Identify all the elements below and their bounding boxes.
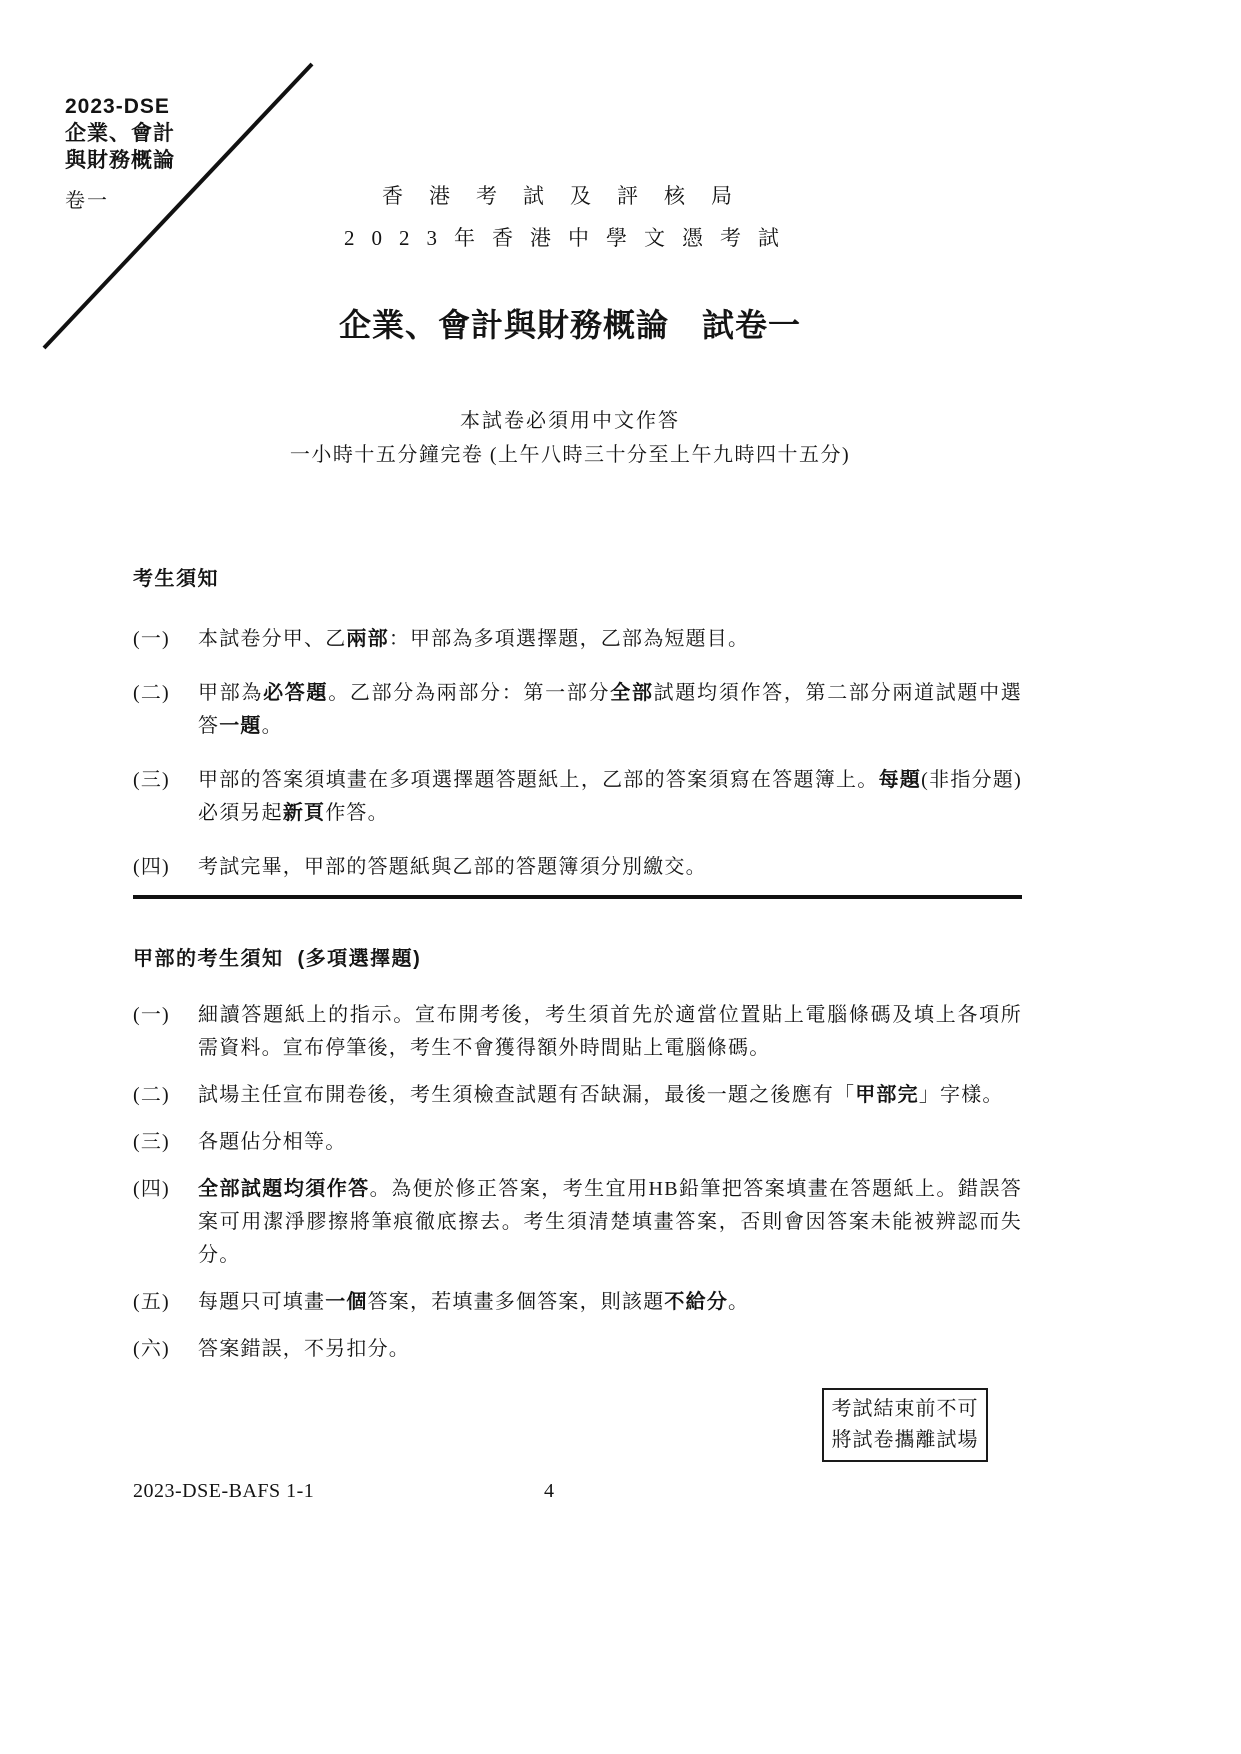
notice-item <box>133 999 1022 1065</box>
notice-item <box>133 1079 1022 1112</box>
notice-item-number: (六) <box>133 1338 170 1360</box>
mc-heading-main: 甲部的考生須知 <box>133 948 284 970</box>
general-instructions-list <box>133 623 1022 884</box>
notice-item-text: 本試卷分甲、乙兩部：甲部為多項選擇題，乙部為短題目。 <box>198 628 750 650</box>
notice-item <box>133 677 1022 743</box>
paper-title: 企業、會計與財務概論 試卷一 <box>338 307 801 343</box>
mc-instructions-section <box>133 945 1022 1366</box>
mc-instructions-heading <box>133 945 1022 973</box>
mc-instructions-list <box>133 999 1022 1366</box>
notice-item <box>133 1333 1022 1366</box>
notice-item <box>133 1126 1022 1159</box>
notice-item-text: 考試完畢，甲部的答題紙與乙部的答題簿須分別繳交。 <box>198 856 707 878</box>
paper-code: 2023-DSE-BAFS 1-1 <box>133 1480 315 1502</box>
notice-item <box>133 1173 1022 1272</box>
notice-item-number: (五) <box>133 1291 170 1313</box>
notice-item-text: 甲部的答案須填畫在多項選擇題答題紙上，乙部的答案須寫在答題簿上。每題(非指分題)必須另起新頁作答。 <box>198 769 1023 824</box>
notice-item-number: (一) <box>133 628 170 650</box>
corner-subject-line1: 企業、會計 <box>65 122 175 145</box>
notice-item-number: (二) <box>133 1084 170 1106</box>
notice-item <box>133 623 1022 656</box>
section-divider-rule <box>133 895 1022 899</box>
notice-item-text: 試場主任宣布開卷後，考生須檢查試題有否缺漏，最後一題之後應有「甲部完」字樣。 <box>198 1084 1004 1106</box>
general-instructions-section <box>133 565 1022 884</box>
corner-paper-number: 卷一 <box>65 190 109 212</box>
language-instruction: 本試卷必須用中文作答 <box>460 410 680 432</box>
notice-item-text: 細讀答題紙上的指示。宣布開考後，考生須首先於適當位置貼上電腦條碼及填上各項所需資料。宣布停筆後，考生不會獲得額外時間貼上電腦條碼。 <box>198 1004 1022 1059</box>
notice-item-text: 答案錯誤，不另扣分。 <box>198 1338 410 1360</box>
notice-item <box>133 1286 1022 1319</box>
notice-item <box>133 851 1022 884</box>
notice-item-number: (三) <box>133 769 170 791</box>
notice-item-number: (三) <box>133 1131 170 1153</box>
notice-item-text: 每題只可填畫一個答案，若填畫多個答案，則該題不給分。 <box>198 1291 750 1313</box>
general-instructions-heading: 考生須知 <box>133 568 219 590</box>
notice-item-text: 甲部為必答題。乙部分為兩部分：第一部分全部試題均須作答，第二部分兩道試題中選答一題。 <box>198 682 1022 737</box>
mc-heading-sub: (多項選擇題) <box>297 948 422 970</box>
time-allowed-note: 一小時十五分鐘完卷 (上午八時三十分至上午九時四十五分) <box>289 444 851 466</box>
warning-line2: 將試卷攜離試場 <box>831 1429 979 1451</box>
authority-name: 香港考試及評核局 <box>382 184 758 208</box>
notice-item-text: 全部試題均須作答。為便於修正答案，考生宜用HB鉛筆把答案填畫在答題紙上。錯誤答案可用潔淨膠擦將筆痕徹底擦去。考生須清楚填畫答案，否則會因答案未能被辨認而失分。 <box>198 1178 1022 1266</box>
exam-name: 2023年香港中學文憑考試 <box>344 226 796 250</box>
notice-item-number: (一) <box>133 1004 170 1026</box>
do-not-remove-warning-box <box>822 1388 988 1462</box>
notice-item-number: (四) <box>133 1178 170 1200</box>
notice-item-number: (四) <box>133 856 170 878</box>
notice-item-number: (二) <box>133 682 170 704</box>
warning-line1: 考試結束前不可 <box>831 1398 979 1420</box>
notice-item-text: 各題佔分相等。 <box>198 1131 347 1153</box>
corner-year-code: 2023-DSE <box>65 95 170 118</box>
page-number: 4 <box>544 1480 554 1502</box>
corner-subject-line2: 與財務概論 <box>65 149 175 172</box>
notice-item <box>133 764 1022 830</box>
